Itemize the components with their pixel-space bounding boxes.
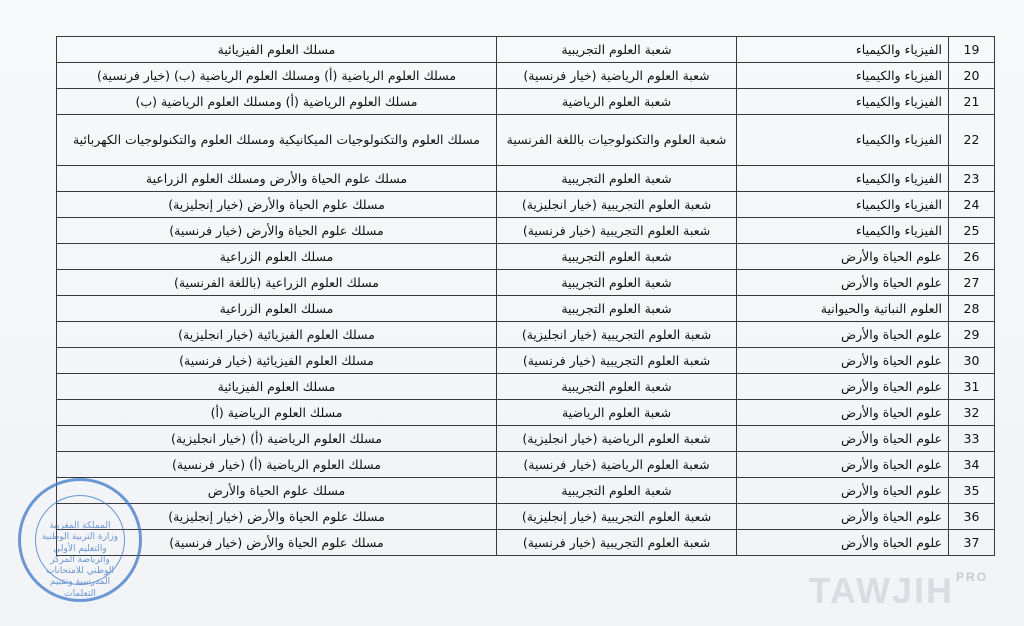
- row-number: 22: [949, 115, 995, 166]
- table-row: [57, 504, 995, 530]
- table-row: [57, 296, 995, 322]
- row-number: 19: [949, 37, 995, 63]
- table-row: [57, 37, 995, 63]
- table-row: [57, 374, 995, 400]
- subject-cell: العلوم النباتية والحيوانية: [737, 296, 949, 322]
- branch-cell: شعبة العلوم التجريبية (خيار انجليزية): [497, 322, 737, 348]
- row-number: 34: [949, 452, 995, 478]
- table-row: [57, 63, 995, 89]
- track-cell: مسلك العلوم الزراعية: [57, 244, 497, 270]
- table-row: [57, 166, 995, 192]
- track-cell: مسلك العلوم الرياضية (أ) ومسلك العلوم الرياضية (ب): [57, 89, 497, 115]
- stamp-text: المملكة المغربية وزارة التربية الوطنية والتعليم الأولي والرياضة المركز الوطني للامتحانات المدرسية وتقييم التعلمات: [41, 521, 119, 599]
- track-cell: مسلك العلوم الفيزيائية (خيار فرنسية): [57, 348, 497, 374]
- subject-cell: الفيزياء والكيمياء: [737, 192, 949, 218]
- subject-cell: علوم الحياة والأرض: [737, 426, 949, 452]
- row-number: 24: [949, 192, 995, 218]
- row-number: 33: [949, 426, 995, 452]
- row-number: 20: [949, 63, 995, 89]
- branch-cell: شعبة العلوم التجريبية: [497, 244, 737, 270]
- subject-cell: علوم الحياة والأرض: [737, 348, 949, 374]
- row-number: 28: [949, 296, 995, 322]
- table-row: [57, 89, 995, 115]
- table-row: [57, 218, 995, 244]
- track-cell: مسلك العلوم والتكنولوجيات الميكانيكية ومسلك العلوم والتكنولوجيات الكهربائية: [57, 115, 497, 166]
- branch-cell: شعبة العلوم التجريبية (خيار فرنسية): [497, 530, 737, 556]
- subject-cell: علوم الحياة والأرض: [737, 504, 949, 530]
- branch-cell: شعبة العلوم التجريبية: [497, 166, 737, 192]
- branch-cell: شعبة العلوم التجريبية: [497, 374, 737, 400]
- track-cell: مسلك العلوم الفيزيائية: [57, 37, 497, 63]
- branch-cell: شعبة العلوم والتكنولوجيات باللغة الفرنسية: [497, 115, 737, 166]
- row-number: 25: [949, 218, 995, 244]
- row-number: 29: [949, 322, 995, 348]
- track-cell: مسلك العلوم الزراعية: [57, 296, 497, 322]
- watermark-brand: TAWJIH: [808, 570, 954, 611]
- branch-cell: شعبة العلوم الرياضية (خيار فرنسية): [497, 63, 737, 89]
- subject-cell: علوم الحياة والأرض: [737, 322, 949, 348]
- branch-cell: شعبة العلوم التجريبية (خيار انجليزية): [497, 192, 737, 218]
- row-number: 21: [949, 89, 995, 115]
- official-stamp: [18, 478, 142, 602]
- track-cell: مسلك العلوم الزراعية (باللغة الفرنسية): [57, 270, 497, 296]
- branch-cell: شعبة العلوم الرياضية (خيار انجليزية): [497, 426, 737, 452]
- table-row: [57, 270, 995, 296]
- table-row: [57, 322, 995, 348]
- track-cell: مسلك العلوم الفيزيائية (خيار انجليزية): [57, 322, 497, 348]
- row-number: 37: [949, 530, 995, 556]
- watermark-logo: [809, 570, 988, 612]
- subject-cell: علوم الحياة والأرض: [737, 478, 949, 504]
- track-cell: مسلك العلوم الرياضية (أ) (خيار فرنسية): [57, 452, 497, 478]
- branch-cell: شعبة العلوم التجريبية (خيار فرنسية): [497, 348, 737, 374]
- track-cell: مسلك العلوم الرياضية (أ) ومسلك العلوم الرياضية (ب) (خيار فرنسية): [57, 63, 497, 89]
- table-row: [57, 244, 995, 270]
- track-cell: مسلك علوم الحياة والأرض (خيار إنجليزية): [57, 504, 497, 530]
- branch-cell: شعبة العلوم التجريبية: [497, 37, 737, 63]
- track-cell: مسلك العلوم الرياضية (أ): [57, 400, 497, 426]
- subject-cell: علوم الحياة والأرض: [737, 452, 949, 478]
- watermark-suffix: PRO: [955, 570, 988, 584]
- subject-cell: الفيزياء والكيمياء: [737, 218, 949, 244]
- subject-cell: علوم الحياة والأرض: [737, 270, 949, 296]
- row-number: 35: [949, 478, 995, 504]
- subject-cell: الفيزياء والكيمياء: [737, 89, 949, 115]
- table-row: [57, 478, 995, 504]
- table-row: [57, 530, 995, 556]
- branch-cell: شعبة العلوم الرياضية (خيار فرنسية): [497, 452, 737, 478]
- branch-cell: شعبة العلوم التجريبية: [497, 296, 737, 322]
- table-row: [57, 452, 995, 478]
- subject-cell: علوم الحياة والأرض: [737, 374, 949, 400]
- branch-cell: شعبة العلوم التجريبية (خيار إنجليزية): [497, 504, 737, 530]
- track-cell: مسلك علوم الحياة والأرض (خيار إنجليزية): [57, 192, 497, 218]
- row-number: 32: [949, 400, 995, 426]
- subject-cell: الفيزياء والكيمياء: [737, 63, 949, 89]
- subject-cell: علوم الحياة والأرض: [737, 400, 949, 426]
- track-cell: مسلك علوم الحياة والأرض (خيار فرنسية): [57, 218, 497, 244]
- row-number: 31: [949, 374, 995, 400]
- track-cell: مسلك علوم الحياة والأرض (خيار فرنسية): [57, 530, 497, 556]
- table-row: [57, 400, 995, 426]
- row-number: 27: [949, 270, 995, 296]
- subject-cell: الفيزياء والكيمياء: [737, 115, 949, 166]
- branch-cell: شعبة العلوم التجريبية: [497, 270, 737, 296]
- subject-cell: الفيزياء والكيمياء: [737, 166, 949, 192]
- track-cell: مسلك علوم الحياة والأرض ومسلك العلوم الزراعية: [57, 166, 497, 192]
- track-cell: مسلك العلوم الرياضية (أ) (خيار انجليزية): [57, 426, 497, 452]
- exam-table: [56, 36, 995, 556]
- track-cell: مسلك علوم الحياة والأرض: [57, 478, 497, 504]
- table-row: [57, 192, 995, 218]
- subject-cell: الفيزياء والكيمياء: [737, 37, 949, 63]
- branch-cell: شعبة العلوم الرياضية: [497, 89, 737, 115]
- table-row: [57, 426, 995, 452]
- branch-cell: شعبة العلوم الرياضية: [497, 400, 737, 426]
- row-number: 30: [949, 348, 995, 374]
- table-row: [57, 115, 995, 166]
- branch-cell: شعبة العلوم التجريبية (خيار فرنسية): [497, 218, 737, 244]
- branch-cell: شعبة العلوم التجريبية: [497, 478, 737, 504]
- subject-cell: علوم الحياة والأرض: [737, 244, 949, 270]
- subject-cell: علوم الحياة والأرض: [737, 530, 949, 556]
- row-number: 26: [949, 244, 995, 270]
- table-row: [57, 348, 995, 374]
- row-number: 23: [949, 166, 995, 192]
- track-cell: مسلك العلوم الفيزيائية: [57, 374, 497, 400]
- row-number: 36: [949, 504, 995, 530]
